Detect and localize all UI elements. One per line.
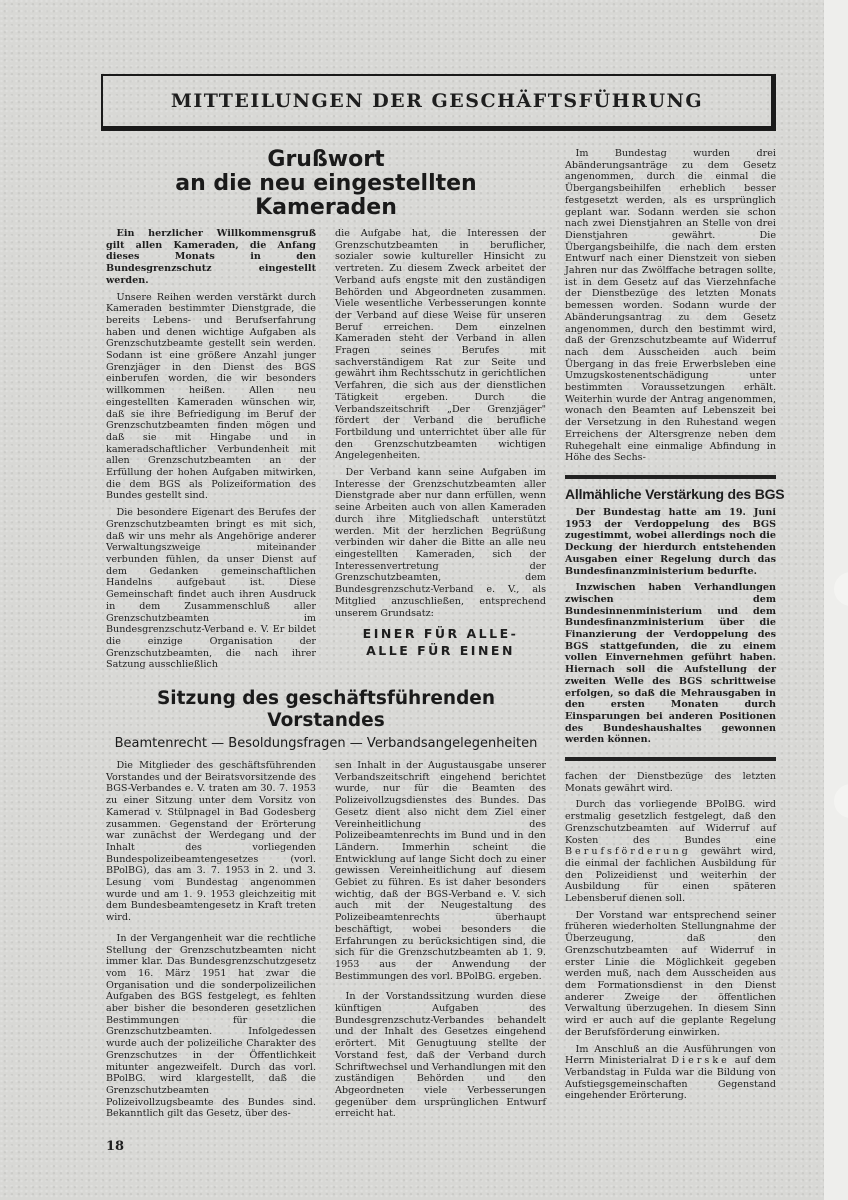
column-3-paragraph xyxy=(565,1044,776,1103)
column-3-bottom xyxy=(565,771,776,1107)
sitzung-paragraph: Die Mitglieder des geschäftsführenden Vorstandes und der Beiratsvorsitzende des BGS-Verbandes e. V. traten am 30. 7. 1953 zu einer Sitzung unter dem Vorsitz von Kamerad v. Stülpnagel in Bad Godesberg zusammen. Gegenstand der Erörterung war zunächst der Werdegang und der Inhalt des vorliegenden Bundespolizeibeamtengesetzes (vorl. BPolBG), das am 3. 7. 1953 in 2. und 3. Lesung vom Bundestag angenommen wurde und am 1. 9. 1953 gleichzeitig mit dem Bundesbeamtengesetz in Kraft treten wird. xyxy=(106,760,316,924)
divider-rule xyxy=(565,475,776,479)
grusswort-paragraph: Unsere Reihen werden verstärkt durch Kameraden bestimmter Dienstgrade, die bereits Lebens- und Berufserfahrung haben und denen wichtige Aufgaben als Grenzschutzbeamte gestellt sein werden. Sodann ist eine größere Anzahl junger Grenzjäger in den Dienst des BGS einberufen worden, die wir besonders willkommen heißen. Allen neu eingestellten Kameraden wünschen wir, daß sie ihre Befriedigung im Beruf der Grenzschutzbeamten finden mögen und daß sie mit Hingabe und in kameradschaftlicher Verbundenheit mit allen Grenzschutzbeamten an der Erfüllung der hohen Aufgaben mitwirken, die dem BGS als Polizeiformation des Bundes gestellt sind. xyxy=(106,291,316,502)
grusswort-paragraph: Der Verband kann seine Aufgaben im Interesse der Grenzschutzbeamten aller Dienstgrade aber nur dann erfüllen, wenn seine Arbeiten auch von allen Kameraden durch ihre Mitgliedschaft unterstützt werden. Mit der herzlichen Begrüßung verbinden wir daher die Bitte an alle neu eingestellten Kameraden, sich der Interessenvertretung der Grenzschutzbeamten, dem Bundesgrenzschutz-Verband e. V., als Mitglied anzuschließen, entsprechend unserem Grundsatz: xyxy=(335,467,546,619)
grusswort-paragraph: Die besondere Eigenart des Berufes der Grenzschutzbeamten bringt es mit sich, daß wir uns mehr als Angehörige anderer Verwaltungszweige miteinander verbunden fühlen, da unser Dienst auf dem Gedanken gemeinschaftlichen Handelns aufgebaut ist. Diese Gemeinschaft findet auch ihren Ausdruck in dem Zusammenschluß aller Grenzschutzbeamten im Bundesgrenzschutz-Verband e. V. Er bildet die einzige Organisation der Grenzschutzbeamten, die nach ihrer Satzung ausschließlich xyxy=(106,507,316,671)
sitzung-columns xyxy=(106,760,546,1125)
box-paragraph: Inzwischen haben Verhandlungen zwischen dem Bundesinnenministerium und dem Bundesfinanzministerium über die Finanzierung der Verdoppelung des BGS stattgefunden, die zu einem vollen Einvernehmen geführt haben. Hiernach soll die Aufstellung der zweiten Welle des BGS schrittweise erfolgen, so daß die Mehrausgaben in den ersten Monaten durch Einsparungen bei anderen Positionen des Bundeshaushaltes gewonnen werden können. xyxy=(565,582,776,746)
motto xyxy=(335,625,546,659)
sitzung-paragraph: In der Vorstandssitzung wurden diese künftigen Aufgaben des Bundesgrenzschutz-Verbandes behandelt und der Inhalt des Gesetzes eingehend erörtert. Mit Genugtuung stellte der Vorstand fest, daß der Verband durch Schriftwechsel und Verhandlungen mit den zuständigen Behörden und den Abgeordneten viele Verbesserungen gegenüber dem ursprünglichen Entwurf erreicht hat. xyxy=(335,991,546,1120)
grusswort-title xyxy=(106,148,546,220)
sitzung-column-1 xyxy=(106,760,316,1125)
column-3-paragraph: Der Vorstand war entsprechend seiner früheren wiederholten Stellungnahme der Überzeugung, daß den Grenzschutzbeamten auf Widerruf in erster Linie die Möglichkeit gegeben werden muß, nach dem Ausscheiden aus dem Formationsdienst in den Dienst anderer Zweige der öffentlichen Verwaltung überzugehen. In diesem Sinn wird er auch auf die geplante Regelung der Berufsförderung einwirken. xyxy=(565,909,776,1038)
column-3 xyxy=(565,148,785,1107)
motto-line-2: ALLE FÜR EINEN xyxy=(366,643,515,659)
grusswort-title-line2: an die neu eingestellten Kameraden xyxy=(175,171,477,220)
column-3-paragraph: Im Bundestag wurden drei Abänderungsanträge zu dem Gesetz angenommen, durch die einmal die Übergangsbeihilfen erheblich besser festgesetzt werden, als es ursprünglich geplant war. Sodann werden sie schon nach zwei Dienstjahren an Stelle von drei Dienstjahren gewährt. Die Übergangsbeihilfe, die nach dem ersten Entwurf nach einer Dienstzeit von sieben Jahren nur das Zwölffache betragen sollte, ist in dem Gesetz auf das Vierzehnfache der Dienstbezüge des letzten Monats bemessen worden. Sodann wurde der Abänderungsantrag zu dem Gesetz angenommen, durch den bestimmt wird, daß der Grenzschutzbeamte auf Widerruf nach dem Ausscheiden auch beim Übergang in das freie Erwerbsleben eine Umzugskostenentschädigung unter bestimmten Voraussetzungen erhält. Weiterhin wurde der Antrag angenommen, wonach den Beamten auf Lebenszeit bei der Versetzung in den Ruhestand wegen Erreichens der Altersgrenze neben dem Ruhegehalt eine einmalige Abfindung in Höhe des Sechs- xyxy=(565,148,776,464)
text-fragment: auf dem Verbandstag in Fulda war die Bildung von Aufstiegsgemeinschaften Gegenstand eingehender Erörterung. xyxy=(565,1055,776,1102)
text-fragment: Im Anschluß an die Ausführungen von Herrn Ministerialrat xyxy=(565,1043,776,1067)
section-header-title: MITTEILUNGEN DER GESCHÄFTSFÜHRUNG xyxy=(170,90,704,112)
emphasized-word: Berufsförderung xyxy=(565,846,691,858)
column-3-top xyxy=(565,148,776,469)
left-two-column-area xyxy=(106,0,546,1194)
sitzung-paragraph: sen Inhalt in der Augustausgabe unserer Verbandszeitschrift eingehend berichtet wurde, nur für die Beamten des Polizeivollzugsdienstes des Bundes. Das Gesetz dient also nicht dem Ziel einer Vereinheitlichung des Polizeibeamtenrechts im Bund und in den Ländern. Immerhin scheint die Entwicklung auf lange Sicht doch zu einer gewissen Vereinheitlichung auf diesem Gebiet zu führen. Es ist daher besonders wichtig, daß der BGS-Verband e. V. sich auch mit der Neugestaltung des Polizeibeamtenrechts überhaupt beschäftigt, wobei besonders die Erfahrungen zu berücksichtigen sind, die sich für die Grenzschutzbeamten ab 1. 9. 1953 aus der Anwendung der Bestimmungen des vorl. BPolBG. ergeben. xyxy=(335,760,546,982)
grusswort-column-2 xyxy=(335,228,546,676)
column-3-paragraph: fachen der Dienstbezüge des letzten Monats gewährt wird. xyxy=(565,771,776,794)
column-3-paragraph xyxy=(565,799,776,904)
text-fragment: Durch das vorliegende BPolBG. wird erstmalig gesetzlich festgelegt, daß den Grenzschutzbeamten auf Widerruf auf Kosten des Bundes eine xyxy=(565,799,776,846)
punch-hole xyxy=(834,784,848,818)
page-number: 18 xyxy=(106,1139,125,1155)
grusswort-paragraph: die Aufgabe hat, die Interessen der Grenzschutzbeamten in beruflicher, sozialer sowie kultureller Hinsicht zu vertreten. Zu diesem Zweck arbeitet der Verband aufs engste mit den zuständigen Behörden und Abgeordneten zusammen. Viele wesentliche Verbesserungen konnte der Verband auf diese Weise für unseren Beruf erreichen. Dem einzelnen Kameraden steht der Verband in allen Fragen seines Berufes mit sachverständigem Rat zur Seite und gewährt ihm Rechtsschutz in gerichtlichen Verfahren, die sich aus der dienstlichen Tätigkeit ergeben. Durch die Verbandszeitschrift „Der Grenzjäger" fördert der Verband die berufliche Fortbildung und unterrichtet über alle für den Grenzschutzbeamten wichtigen Angelegenheiten. xyxy=(335,228,546,462)
grusswort-intro: Ein herzlicher Willkommensgruß gilt allen Kameraden, die Anfang dieses Monats in den Bundesgrenzschutz eingestellt werden. xyxy=(106,228,316,286)
emphasized-name: Dierske xyxy=(671,1055,730,1067)
punch-hole xyxy=(834,572,848,606)
grusswort-title-line1: Grußwort xyxy=(267,147,385,172)
motto-line-1: EINER FÜR ALLE- xyxy=(362,626,519,642)
grusswort-column-1 xyxy=(106,228,316,676)
box-heading: Allmähliche Verstärkung des BGS xyxy=(565,485,785,502)
box-paragraph: Der Bundestag hatte am 19. Juni 1953 der Verdoppelung des BGS zugestimmt, wobei allerdings noch die Deckung der hierdurch entstehenden Ausgaben einer Regelung durch das Bundesfinanzministerium bedurfte. xyxy=(565,506,776,577)
sitzung-paragraph: In der Vergangenheit war die rechtliche Stellung der Grenzschutzbeamten nicht immer klar. Das Bundesgrenzschutzgesetz vom 16. März 1951 hat zwar die Organisation und die sonderpolizeilichen Aufgaben des BGS festgelegt, es fehlten aber bisher die besonderen gesetzlichen Bestimmungen für die Grenzschutzbeamten. Infolgedessen wurde auch der polizeiliche Charakter des Grenzschutzes in der Öffentlichkeit mitunter angezweifelt. Durch das vorl. BPolBG. wird klargestellt, daß die Grenzschutzbeamten Polizeivollzugsbeamte des Bundes sind. Bekanntlich gilt das Gesetz, über des- xyxy=(106,932,316,1120)
text-fragment: gewährt wird, die einmal der fachlichen Ausbildung für den Polizeidienst und weiterhin der Ausbildung für einen späteren Lebensberuf dienen soll. xyxy=(565,846,776,905)
sitzung-title: Sitzung des geschäftsführenden Vorstandes xyxy=(156,688,496,732)
box-body xyxy=(565,507,776,751)
sitzung-subtitle: Beamtenrecht — Besoldungsfragen — Verbandsangelegenheiten xyxy=(114,736,538,752)
sitzung-column-2 xyxy=(335,760,546,1125)
grusswort-columns xyxy=(106,228,546,676)
divider-rule xyxy=(565,757,776,761)
